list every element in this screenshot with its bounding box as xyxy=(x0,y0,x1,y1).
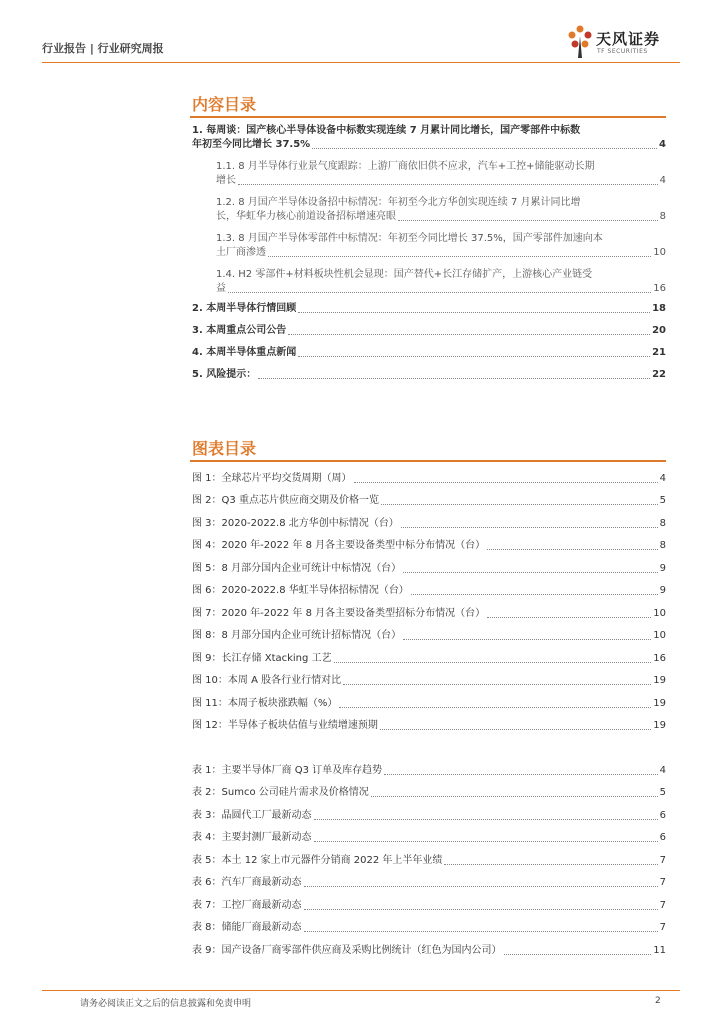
table-entry-label: 表 7：工控厂商最新动态 xyxy=(192,899,302,911)
figure-entry-label: 图 1：全球芯片平均交货周期（周） xyxy=(192,472,352,484)
toc-entry-text: 5. 风险提示： xyxy=(192,369,257,380)
table-entry-label: 表 8：储能厂商最新动态 xyxy=(192,922,302,933)
toc-entry[interactable] xyxy=(192,324,666,338)
figure-entry[interactable] xyxy=(192,711,666,734)
toc-entry-text: 3. 本周重点公司公告 xyxy=(192,325,287,336)
dot-leader xyxy=(288,334,650,335)
toc-entry-text: 1.2. 8 月国产半导体设备招中标情况：年初至今北方华创实现连续 7 月累计同比增 xyxy=(216,197,581,208)
figure-entry-page: 19 xyxy=(653,697,666,709)
table-entry[interactable] xyxy=(192,755,666,778)
dot-leader xyxy=(314,819,658,820)
dot-leader xyxy=(312,148,657,149)
toc-entry-page: 8 xyxy=(659,211,666,222)
toc-entry-page: 21 xyxy=(652,347,666,358)
dot-leader xyxy=(334,662,652,663)
figure-entry-label: 图 6：2020-2022.8 华虹半导体招标情况（台） xyxy=(192,585,409,596)
toc-entry-text: 1.1. 8 月半导体行业景气度跟踪：上游厂商依旧供不应求，汽车+工控+储能驱动长期 xyxy=(216,161,595,172)
brand-subtitle: TF SECURITIES xyxy=(597,48,648,55)
report-category: 行业报告 | 行业研究周报 xyxy=(42,42,164,55)
toc-entry[interactable] xyxy=(192,196,666,224)
table-entry-page: 11 xyxy=(653,944,666,956)
table-entry[interactable] xyxy=(192,935,666,958)
figure-entry-label: 图 11：本周子板块涨跌幅（%） xyxy=(192,697,338,709)
table-entry[interactable] xyxy=(192,823,666,846)
figures-title: 图表目录 xyxy=(192,439,257,458)
figure-entry-label: 图 3：2020-2022.8 北方华创中标情况（台） xyxy=(192,517,399,529)
table-entry-page: 7 xyxy=(659,899,666,911)
toc-entry-text: 4. 本周半导体重点新闻 xyxy=(192,347,297,358)
table-entry[interactable] xyxy=(192,800,666,823)
table-list xyxy=(192,755,666,958)
table-entry[interactable] xyxy=(192,868,666,891)
figure-entry-label: 图 5：8 月部分国内企业可统计中标情况（台） xyxy=(192,562,402,574)
figure-list xyxy=(192,463,666,733)
table-entry-page: 5 xyxy=(659,787,666,798)
dot-leader xyxy=(380,729,651,730)
footer-rule xyxy=(42,990,680,991)
table-entry-label: 表 9：国产设备厂商零部件供应商及采购比例统计（红色为国内公司） xyxy=(192,944,502,956)
figure-entry-page: 10 xyxy=(653,607,666,619)
figure-entry[interactable] xyxy=(192,531,666,554)
table-entry[interactable] xyxy=(192,913,666,936)
dot-leader xyxy=(384,774,657,775)
dot-leader xyxy=(371,796,658,797)
brand-name: 天风证券 xyxy=(596,30,661,48)
toc-entry[interactable] xyxy=(192,368,666,382)
toc-entry[interactable] xyxy=(192,302,666,316)
toc-list xyxy=(192,124,666,382)
dot-leader xyxy=(304,886,658,887)
dot-leader xyxy=(298,356,650,357)
dot-leader xyxy=(304,931,658,932)
table-entry-label: 表 6：汽车厂商最新动态 xyxy=(192,877,302,888)
dot-leader xyxy=(298,312,650,313)
brand-flower-icon xyxy=(566,24,594,60)
toc-entry-text: 1.4. H2 零部件+材料板块性机会显现：国产替代+长江存储扩产，上游核心产业链受 xyxy=(216,269,593,280)
dot-leader xyxy=(339,707,651,708)
brand-logo xyxy=(566,24,678,64)
figure-entry-label: 图 12：半导体子板块估值与业绩增速预期 xyxy=(192,720,378,731)
table-entry-label: 表 3：晶圆代工厂最新动态 xyxy=(192,809,312,821)
toc-entry-page: 22 xyxy=(652,369,666,380)
table-entry-label: 表 5：本土 12 家上市元器件分销商 2022 年上半年业绩 xyxy=(192,854,443,866)
toc-entry-page: 16 xyxy=(653,283,666,294)
toc-entry-text: 2. 本周半导体行情回顾 xyxy=(192,303,297,314)
table-entry-page: 7 xyxy=(659,854,666,866)
figures-title-rule xyxy=(190,460,666,462)
toc-entry[interactable] xyxy=(192,124,666,152)
figure-entry[interactable] xyxy=(192,486,666,509)
dot-leader xyxy=(381,504,658,505)
figure-entry-page: 9 xyxy=(659,585,666,596)
toc-entry-page: 10 xyxy=(653,247,666,258)
toc-entry-text: 1.3. 8 月国产半导体零部件中标情况：年初至今同比增长 37.5%，国产零部件加速向本 xyxy=(216,233,603,244)
figure-entry-page: 10 xyxy=(653,630,666,641)
footer-disclaimer: 请务必阅读正文之后的信息披露和免责申明 xyxy=(80,999,252,1009)
toc-entry[interactable] xyxy=(192,232,666,260)
figure-entry-page: 19 xyxy=(653,720,666,731)
table-entry[interactable] xyxy=(192,845,666,868)
dot-leader xyxy=(304,909,658,910)
figure-entry-page: 19 xyxy=(653,675,666,686)
toc-entry-text: 年初至今同比增长 37.5% xyxy=(192,139,311,150)
dot-leader xyxy=(487,549,658,550)
figure-entry[interactable] xyxy=(192,598,666,621)
table-entry-page: 7 xyxy=(659,877,666,888)
toc-entry[interactable] xyxy=(192,346,666,360)
toc-entry-text: 长，华虹华力核心前道设备招标增速亮眼 xyxy=(216,211,396,222)
figure-entry[interactable] xyxy=(192,576,666,599)
table-entry-page: 7 xyxy=(659,922,666,933)
header-rule xyxy=(42,62,680,63)
dot-leader xyxy=(411,594,658,595)
dot-leader xyxy=(487,617,651,618)
toc-entry[interactable] xyxy=(192,268,666,296)
dot-leader xyxy=(398,220,658,221)
figure-entry[interactable] xyxy=(192,643,666,666)
figure-entry-label: 图 8：8 月部分国内企业可统计招标情况（台） xyxy=(192,630,402,641)
dot-leader xyxy=(403,639,651,640)
toc-entry-page: 18 xyxy=(652,303,666,314)
dot-leader xyxy=(401,527,658,528)
figure-entry-label: 图 10：本周 A 股各行业行情对比 xyxy=(192,675,342,686)
figure-entry-page: 8 xyxy=(659,517,666,529)
figure-entry[interactable] xyxy=(192,463,666,486)
toc-entry-page: 4 xyxy=(659,139,666,150)
table-entry[interactable] xyxy=(192,778,666,801)
dot-leader xyxy=(228,292,651,293)
figure-entry[interactable] xyxy=(192,666,666,689)
toc-entry-page: 20 xyxy=(652,325,666,336)
dot-leader xyxy=(314,841,658,842)
toc-title: 内容目录 xyxy=(192,95,257,114)
table-entry-label: 表 1：主要半导体厂商 Q3 订单及库存趋势 xyxy=(192,764,383,776)
figure-entry[interactable] xyxy=(192,688,666,711)
figure-entry-page: 5 xyxy=(659,495,666,506)
toc-entry-text: 增长 xyxy=(216,175,236,186)
figure-entry-page: 8 xyxy=(659,540,666,551)
page-number: 2 xyxy=(655,996,661,1006)
figure-entry-label: 图 7：2020 年-2022 年 8 月各主要设备类型招标分布情况（台） xyxy=(192,607,486,619)
dot-leader xyxy=(354,482,658,483)
figure-entry-label: 图 2：Q3 重点芯片供应商交期及价格一览 xyxy=(192,495,379,506)
figure-entry-page: 9 xyxy=(659,562,666,574)
toc-title-rule xyxy=(190,116,666,118)
figure-entry-label: 图 4：2020 年-2022 年 8 月各主要设备类型中标分布情况（台） xyxy=(192,540,486,551)
table-entry-page: 6 xyxy=(659,809,666,821)
dot-leader xyxy=(238,184,658,185)
figure-entry-page: 16 xyxy=(653,652,666,664)
figure-entry[interactable] xyxy=(192,508,666,531)
figure-entry-label: 图 9：长江存储 Xtacking 工艺 xyxy=(192,652,332,664)
table-entry-page: 6 xyxy=(659,832,666,843)
table-entry-label: 表 4：主要封测厂最新动态 xyxy=(192,832,312,843)
toc-entry[interactable] xyxy=(192,160,666,188)
toc-entry-text: 1. 每周谈：国产核心半导体设备中标数实现连续 7 月累计同比增长，国产零部件中标数 xyxy=(192,125,581,136)
dot-leader xyxy=(444,864,657,865)
figure-entry[interactable] xyxy=(192,621,666,644)
toc-entry-text: 土厂商渗透 xyxy=(216,247,266,258)
table-entry-page: 4 xyxy=(659,764,666,776)
dot-leader xyxy=(258,378,650,379)
dot-leader xyxy=(343,684,651,685)
figure-entry[interactable] xyxy=(192,553,666,576)
toc-entry-page: 4 xyxy=(659,175,666,186)
dot-leader xyxy=(268,256,651,257)
dot-leader xyxy=(403,572,658,573)
table-entry[interactable] xyxy=(192,890,666,913)
dot-leader xyxy=(504,954,652,955)
table-entry-label: 表 2：Sumco 公司硅片需求及价格情况 xyxy=(192,787,369,798)
figure-entry-page: 4 xyxy=(659,472,666,484)
toc-entry-text: 益 xyxy=(216,283,226,294)
